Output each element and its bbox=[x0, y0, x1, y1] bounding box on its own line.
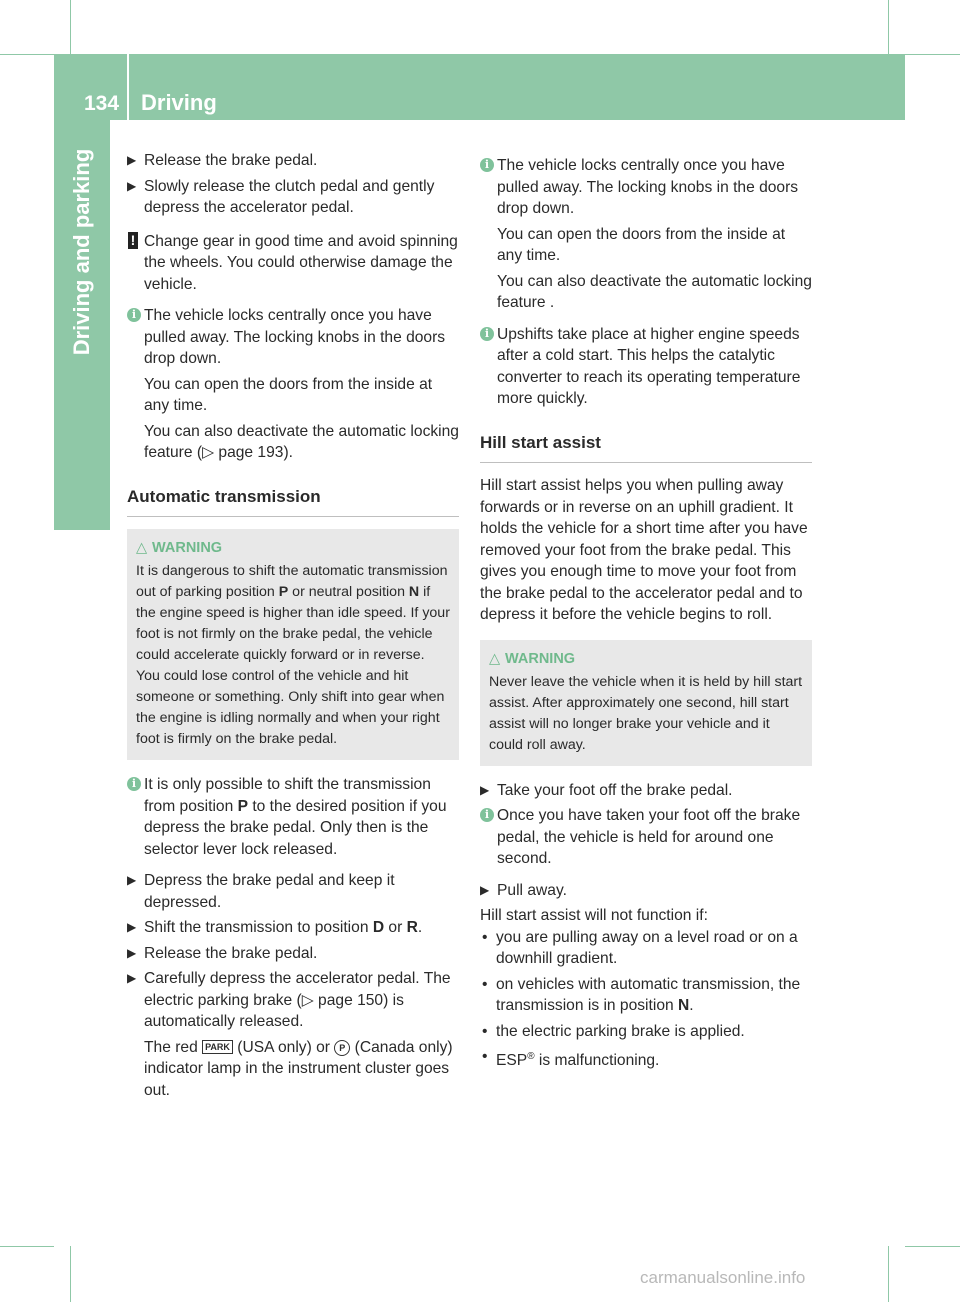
arrow-icon: ▶ bbox=[127, 178, 137, 193]
step-item bbox=[127, 917, 459, 939]
exclamation-icon: ! bbox=[128, 232, 138, 249]
crop-mark bbox=[70, 0, 71, 54]
warning-text: It is dangerous to shift the automatic transmission out of parking position P or neutral position N if the engine speed is higher than idle speed. If your foot is not firmly on the brake pedal, the vehicle could accelerate quickly forward or in reverse. You could lose control of the vehicle and hit someone or something. Only shift into gear when the engine is idling normally and when your right foot is firmly on the brake pedal. bbox=[136, 563, 450, 747]
crop-mark bbox=[70, 1246, 71, 1302]
arrow-icon: ▶ bbox=[127, 971, 137, 985]
info-note bbox=[480, 155, 812, 314]
step-item bbox=[127, 943, 459, 965]
info-text: You can also deactivate the automatic locking feature . bbox=[497, 272, 812, 311]
bullet-icon: • bbox=[482, 1048, 488, 1065]
info-icon: i bbox=[480, 327, 494, 341]
step-text: Carefully depress the accelerator pedal. The electric parking brake (▷ page 150) is automatically released. bbox=[144, 970, 451, 1030]
chapter-title: Driving and parking bbox=[69, 148, 94, 356]
bullet-icon: • bbox=[482, 975, 488, 993]
list-lead: Hill start assist will not function if: bbox=[480, 907, 708, 924]
info-text: Once you have taken your foot off the brake pedal, the vehicle is held for around one second. bbox=[497, 807, 801, 867]
list-item: • ESP® is malfunctioning. bbox=[482, 1048, 660, 1070]
page-title: Driving bbox=[141, 90, 217, 115]
crop-mark bbox=[0, 1246, 54, 1247]
caution-note bbox=[127, 231, 459, 296]
park-indicator-icon: PARK bbox=[202, 1040, 233, 1054]
step-item bbox=[127, 870, 459, 913]
crop-mark bbox=[888, 1246, 889, 1302]
info-note bbox=[480, 324, 812, 410]
step-item bbox=[127, 968, 459, 1101]
info-icon: i bbox=[480, 158, 494, 172]
warning-text: Never leave the vehicle when it is held by hill start assist. After approximately one second, hill start assist will no longer brake your vehicle and it could roll away. bbox=[489, 673, 803, 753]
arrow-icon: ▶ bbox=[480, 782, 490, 797]
step-text: Slowly release the clutch pedal and gently depress the accelerator pedal. bbox=[144, 177, 435, 216]
warning-triangle-icon: △ bbox=[489, 650, 501, 667]
arrow-icon: ▶ bbox=[127, 945, 137, 960]
info-text: You can also deactivate the automatic locking feature (▷ page 193). bbox=[144, 422, 459, 461]
right-column bbox=[480, 155, 812, 1076]
crop-mark bbox=[0, 54, 54, 55]
info-icon: i bbox=[127, 777, 141, 791]
info-icon: i bbox=[127, 308, 141, 322]
chapter-tab bbox=[54, 120, 110, 530]
arrow-icon: ▶ bbox=[127, 920, 137, 934]
warning-title: △ WARNING bbox=[136, 538, 450, 559]
step-text: Take your foot off the brake pedal. bbox=[497, 781, 733, 799]
arrow-icon: ▶ bbox=[127, 153, 137, 167]
bullet-icon: • bbox=[482, 1022, 488, 1040]
bullet-icon: • bbox=[482, 928, 488, 946]
info-note bbox=[127, 305, 459, 464]
info-note bbox=[127, 774, 459, 860]
body-paragraph: Hill start assist helps you when pulling away forwards or in reverse on an uphill gradient. It holds the vehicle for a short time after you have removed your foot from the brake pedal. This gives you enough time to move your foot from the brake pedal to the accelerator pedal and to depress it before the vehicle begins to roll. bbox=[480, 477, 808, 623]
page-header bbox=[54, 54, 905, 120]
arrow-icon: ▶ bbox=[127, 873, 137, 887]
step-text: Release the brake pedal. bbox=[144, 944, 318, 962]
caution-text: Change gear in good time and avoid spinning the wheels. You could otherwise damage the vehicle. bbox=[144, 232, 458, 293]
crop-mark bbox=[905, 1246, 960, 1247]
step-item bbox=[127, 176, 459, 219]
info-icon: i bbox=[480, 808, 494, 822]
step-text: Pull away. bbox=[497, 881, 567, 899]
list-item: • you are pulling away on a level road or on a downhill gradient. bbox=[482, 928, 798, 967]
info-text: You can open the doors from the inside at any time. bbox=[497, 225, 786, 264]
section-heading: Hill start assist bbox=[480, 432, 812, 464]
arrow-icon: ▶ bbox=[480, 882, 490, 897]
step-text: Shift the transmission to position D or R. bbox=[144, 919, 423, 936]
info-text: You can open the doors from the inside at any time. bbox=[144, 375, 433, 414]
list-item: • the electric parking brake is applied. bbox=[480, 1021, 812, 1043]
crop-mark bbox=[888, 0, 889, 54]
watermark: carmanualsonline.info bbox=[640, 1268, 806, 1287]
header-separator bbox=[127, 54, 129, 120]
warning-triangle-icon: △ bbox=[136, 540, 148, 556]
step-item bbox=[480, 880, 812, 902]
info-text: The vehicle locks centrally once you have pulled away. The locking knobs in the doors drop down. bbox=[144, 307, 446, 367]
section-heading: Automatic transmission bbox=[127, 486, 459, 518]
info-note bbox=[480, 805, 812, 870]
warning-title: △ WARNING bbox=[489, 649, 803, 670]
crop-mark bbox=[905, 54, 960, 55]
list-item: • on vehicles with automatic transmission, the transmission is in position N. bbox=[482, 975, 801, 1014]
step-text: Release the brake pedal. bbox=[144, 152, 318, 169]
warning-box bbox=[127, 529, 459, 760]
left-column bbox=[127, 150, 459, 1105]
info-text: Upshifts take place at higher engine speeds after a cold start. This helps the catalytic converter to reach its operating temperature more quickly. bbox=[497, 325, 801, 407]
page-number: 134 bbox=[84, 92, 120, 115]
step-item bbox=[127, 150, 459, 172]
step-item bbox=[480, 780, 812, 802]
step-text: Depress the brake pedal and keep it depressed. bbox=[144, 872, 395, 911]
info-text: It is only possible to shift the transmission from position P to the desired position if you depress the brake pedal. Only then is the selector lever lock released. bbox=[144, 776, 447, 858]
parking-brake-icon: P bbox=[334, 1040, 350, 1056]
warning-box bbox=[480, 640, 812, 766]
step-text: The red PARK (USA only) or P (Canada only) indicator lamp in the instrument cluster goes out. bbox=[144, 1038, 453, 1099]
info-text: The vehicle locks centrally once you have pulled away. The locking knobs in the doors drop down. bbox=[497, 157, 799, 217]
